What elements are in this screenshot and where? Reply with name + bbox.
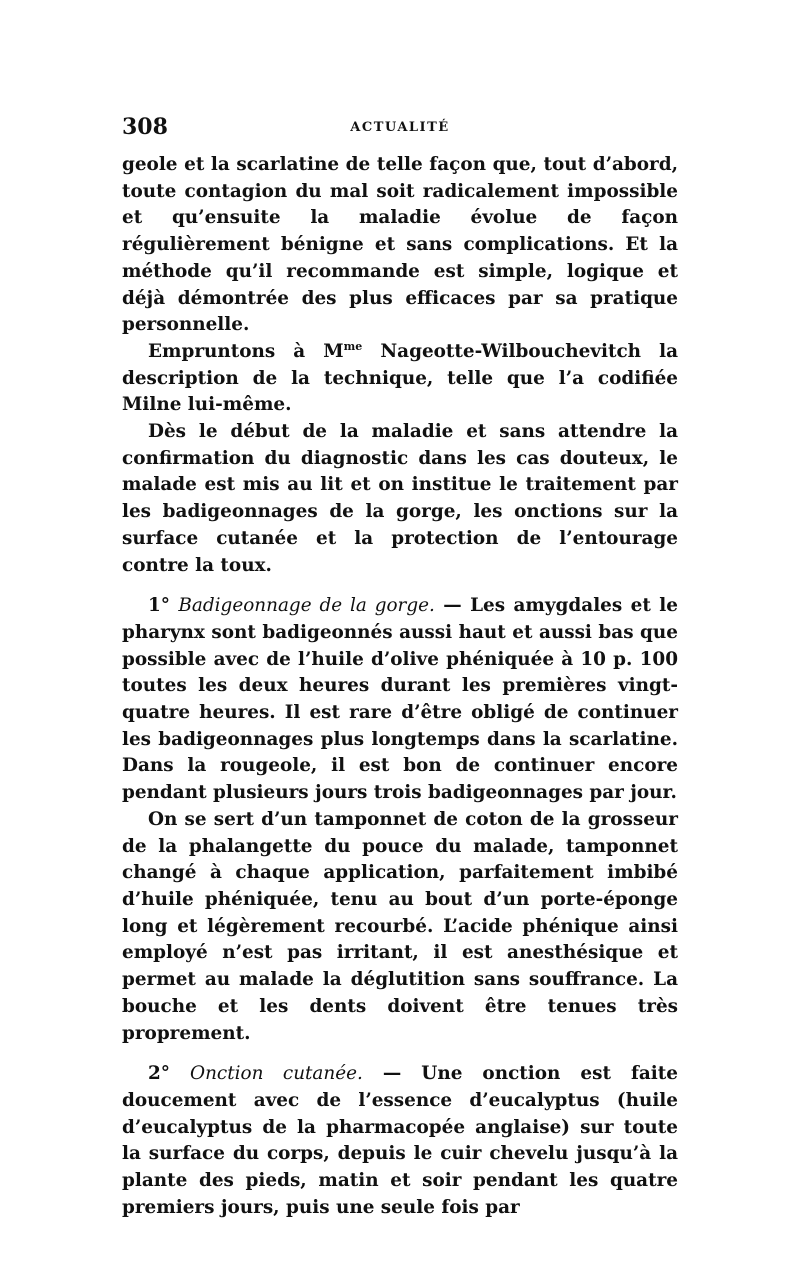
superscript-abbreviation: me xyxy=(343,339,363,353)
paragraph-continued: geole et la scarlatine de telle façon que, tout d’abord, toute contagion du mal soit radicalement impossible et qu’ensuite la maladie évolue de façon régulièrement bénigne et sans complications. Et la méthode qu’il recommande est simple, logique et déjà démontrée des plus efficaces par sa pratique personnelle. xyxy=(122,154,678,336)
paragraph-text: Empruntons à M xyxy=(148,340,344,362)
section-text: — Une onction est faite doucement avec de l’essence d’eucalyptus (huile d’eucalyptus de la pharmacopée anglaise) sur toute la surface du corps, depuis le cuir chevelu jusqu’à la plante des pieds, matin et soir pendant les quatre premiers jours, puis une seule fois par xyxy=(122,1063,678,1218)
paragraph-text: Nageotte-Wilbouchevitch la description de la technique, telle que l’a codifiée Milne lui-même. xyxy=(122,340,678,416)
paragraph-treatment-start: Dès le début de la maladie et sans attendre la confirmation du diagnostic dans les cas douteux, le malade est mis au lit et on institue le traitement par les badigeonnages de la gorge, les onctions sur la surface cutanée et la protection de l’entourage contre la toux. xyxy=(122,421,678,576)
page-header xyxy=(122,112,678,142)
paragraph-swab: On se sert d’un tamponnet de coton de la grosseur de la phalangette du pouce du malade, tamponnet changé à chaque application, parfaitement imbibé d’huile phéniquée, tenu au bout d’un porte-éponge long et légèrement recourbé. L’acide phénique ainsi employé n’est pas irritant, il est anesthésique et permet au malade la déglutition sans souffrance. La bouche et les dents doivent être tenues très proprement. xyxy=(122,808,678,1044)
section-text: — Les amygdales et le pharynx sont badigeonnés aussi haut et aussi bas que possible avec de l’huile d’olive phéniquée à 10 p. 100 toutes les deux heures durant les premières vingt-quatre heures. Il est rare d’être obligé de continuer les badigeonnages plus longtemps dans la scarlatine. Dans la rougeole, il est bon de continuer encore pendant plusieurs jours trois badigeonnages par jour. xyxy=(122,595,678,804)
page-number: 308 xyxy=(122,114,168,140)
section-number: 2° xyxy=(148,1063,191,1085)
running-head: ACTUALITÉ xyxy=(350,120,450,135)
section-title: Onction cutanée. xyxy=(190,1063,363,1085)
section-number: 1° xyxy=(148,595,179,617)
body-text xyxy=(122,152,678,1221)
section-throat-painting xyxy=(122,593,678,807)
section-skin-anointing xyxy=(122,1061,678,1221)
section-title: Badigeonnage de la gorge. xyxy=(178,595,435,617)
paragraph-description xyxy=(122,339,678,419)
